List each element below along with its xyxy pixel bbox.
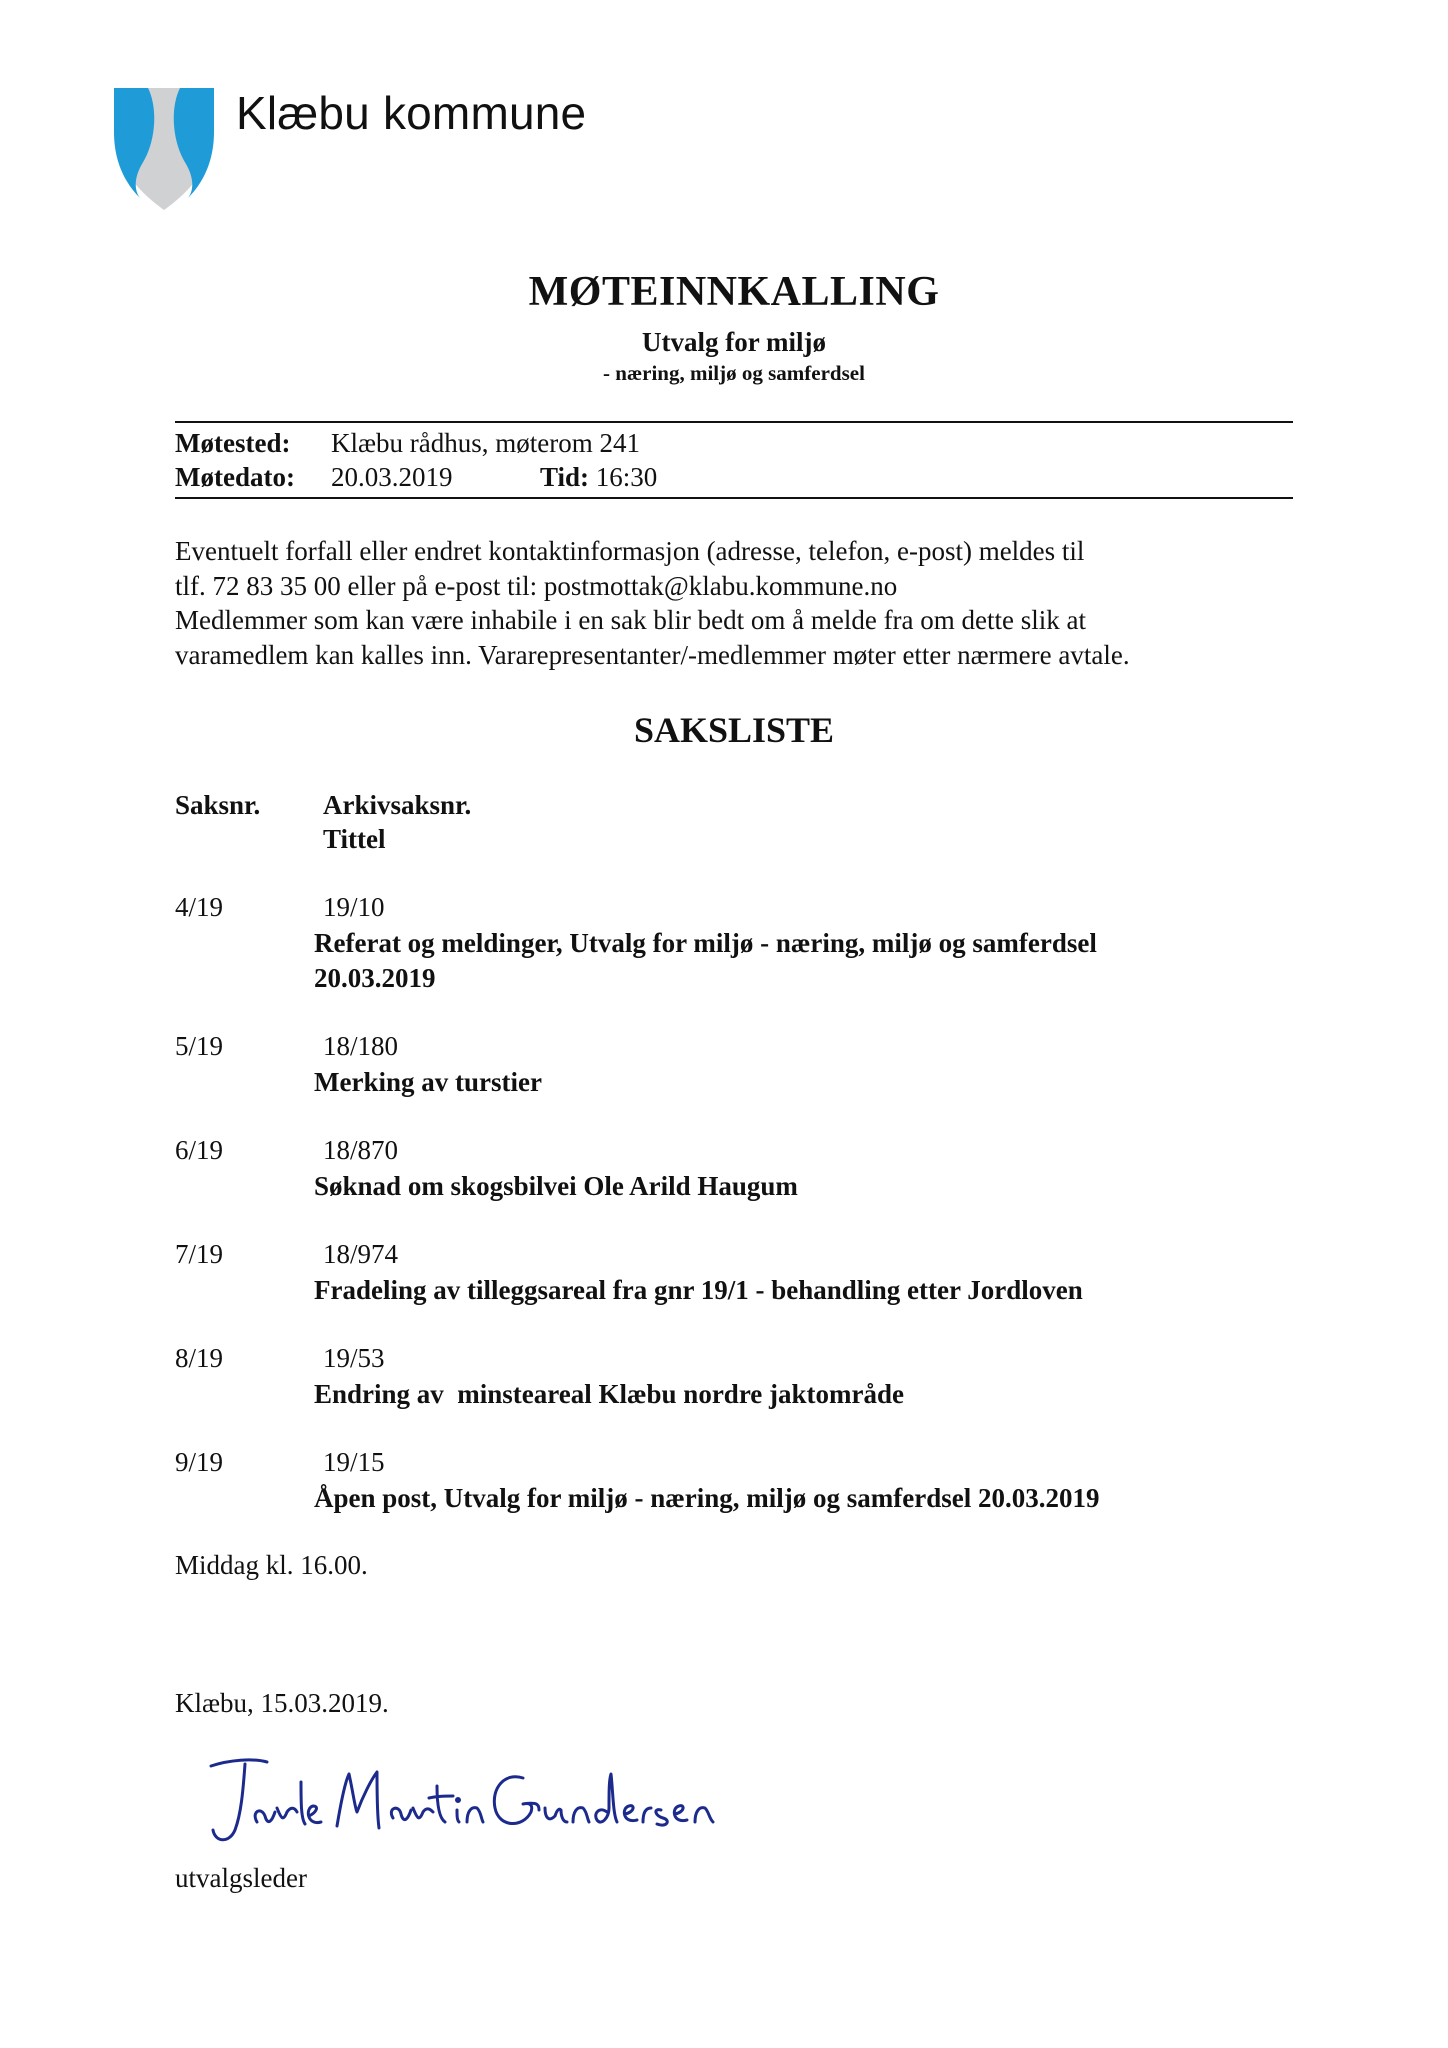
column-header-tittel: Tittel [323, 824, 386, 854]
meeting-time [540, 462, 657, 493]
agenda-item-title: Fradeling av tilleggsareal fra gnr 19/1 - behandling etter Jordloven [314, 1275, 1083, 1305]
agenda-item-title-line: 20.03.2019 [314, 962, 436, 993]
agenda-item-archive-number: 18/974 [323, 1239, 399, 1269]
dinner-note: Middag kl. 16.00. [175, 1550, 368, 1580]
agenda-item-number: 5/19 [175, 1031, 224, 1061]
agenda-item-title: Endring av minsteareal Klæbu nordre jaktområde [314, 1379, 905, 1409]
meeting-date-label: Møtedato: [175, 462, 295, 492]
info-line: tlf. 72 83 35 00 eller på e-post til: postmottak@klabu.kommune.no [175, 570, 898, 601]
agenda-item-number: 7/19 [175, 1239, 224, 1269]
meeting-place-value: Klæbu rådhus, møterom 241 [331, 428, 640, 458]
agenda-item-title [314, 926, 1234, 995]
info-paragraph [175, 534, 1295, 672]
agenda-item-archive-number: 18/870 [323, 1135, 399, 1165]
municipality-crest-icon [112, 86, 216, 212]
meeting-place-row [175, 428, 640, 459]
meeting-time-value: 16:30 [595, 462, 658, 492]
agenda-item-title: Søknad om skogsbilvei Ole Arild Haugum [314, 1171, 798, 1201]
divider-top [175, 421, 1293, 423]
agenda-item-title-line: Referat og meldinger, Utvalg for miljø - næring, miljø og samferdsel [314, 928, 1097, 958]
meeting-place-label: Møtested: [175, 428, 291, 458]
info-line: varamedlem kan kalles inn. Vararepresentanter/-medlemmer møter etter nærmere avtale. [175, 639, 1130, 670]
committee-name: Utvalg for miljø [642, 327, 826, 357]
signatory-role: utvalgsleder [175, 1863, 307, 1893]
divider-bottom [175, 497, 1293, 499]
info-line: Eventuelt forfall eller endret kontaktinformasjon (adresse, telefon, e-post) meldes til [175, 536, 1085, 566]
agenda-item-title: Åpen post, Utvalg for miljø - næring, miljø og samferdsel 20.03.2019 [314, 1483, 1100, 1513]
committee-subtitle: - næring, miljø og samferdsel [603, 361, 865, 385]
info-line: Medlemmer som kan være inhabile i en sak blir bedt om å melde fra om dette slik at [175, 605, 1086, 635]
agenda-item-archive-number: 18/180 [323, 1031, 399, 1061]
meeting-time-label: Tid: [540, 462, 590, 492]
agenda-heading: SAKSLISTE [633, 710, 835, 750]
column-header-arkivsaksnr: Arkivsaksnr. [323, 790, 472, 820]
agenda-item-number: 9/19 [175, 1447, 224, 1477]
meeting-date-row [175, 462, 658, 493]
column-header-saksnr: Saksnr. [175, 790, 261, 820]
agenda-item-archive-number: 19/10 [323, 892, 385, 922]
agenda-item-archive-number: 19/53 [323, 1343, 385, 1373]
agenda-item-number: 4/19 [175, 892, 224, 922]
handwritten-signature-icon [205, 1752, 725, 1852]
document-title: MØTEINNKALLING [528, 269, 940, 315]
agenda-item-title: Merking av turstier [314, 1067, 542, 1097]
place-and-date: Klæbu, 15.03.2019. [175, 1688, 389, 1718]
meeting-date-value: 20.03.2019 [331, 462, 453, 492]
agenda-item-number: 8/19 [175, 1343, 224, 1373]
agenda-item-archive-number: 19/15 [323, 1447, 385, 1477]
agenda-item-number: 6/19 [175, 1135, 224, 1165]
organization-name: Klæbu kommune [236, 87, 587, 139]
